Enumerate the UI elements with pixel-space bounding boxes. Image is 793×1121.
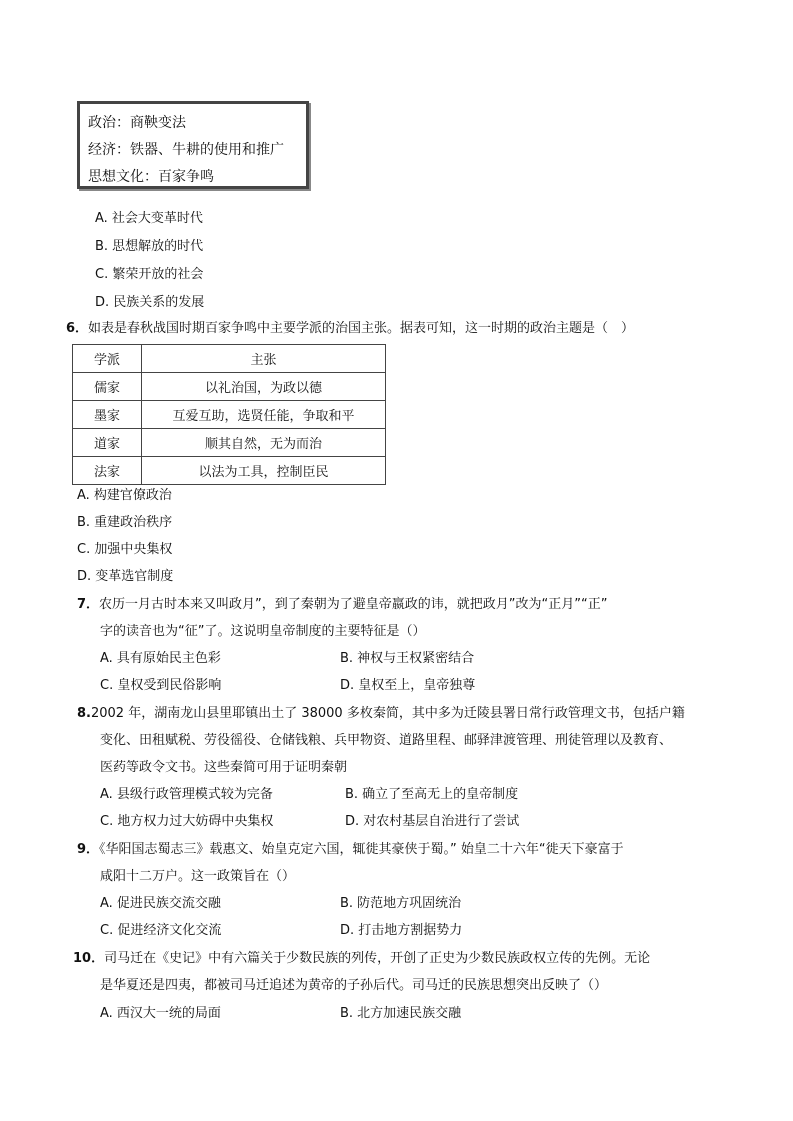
box-line-politics: 政治：商鞅变法 <box>88 115 186 131</box>
q10-stem-row1 <box>73 950 650 968</box>
q7-option-b[interactable]: B. 神权与王权紧密结合 <box>340 651 475 666</box>
q8-stem-line2: 变化、田租赋税、劳役徭役、仓储钱粮、兵甲物资、道路里程、邮驿津渡管理、刑徒管理以及教育、 <box>100 733 673 748</box>
q7-option-a[interactable]: A. 具有原始民主色彩 <box>100 651 221 666</box>
row-claim: 顺其自然，无为而治 <box>142 429 386 457</box>
row-claim: 互爱互助，选贤任能，争取和平 <box>142 401 386 429</box>
q8-stem-line3: 医药等政令文书。这些秦简可用于证明秦朝 <box>100 760 348 775</box>
row-school: 道家 <box>73 429 142 457</box>
row-claim: 以礼治国，为政以德 <box>142 373 386 401</box>
q5-option-d[interactable]: D. 民族关系的发展 <box>95 295 205 310</box>
q6-option-d[interactable]: D. 变革选官制度 <box>77 569 174 584</box>
q9-number: 9． <box>77 842 100 857</box>
schools-table <box>72 344 386 485</box>
q7-stem-line1: 农历一月古时本来又叫政月”，到了秦朝为了避皇帝嬴政的讳，就把政月”改为“正月”“正” <box>99 597 608 612</box>
q8-option-a[interactable]: A. 县级行政管理模式较为完备 <box>100 787 273 802</box>
q5-option-b[interactable]: B. 思想解放的时代 <box>95 239 204 254</box>
q7-stem-row1 <box>77 596 607 614</box>
table-row <box>73 429 386 457</box>
row-school: 墨家 <box>73 401 142 429</box>
row-school: 儒家 <box>73 373 142 401</box>
q6-option-a[interactable]: A. 构建官僚政治 <box>77 488 172 503</box>
material-box <box>77 101 309 189</box>
q10-option-a[interactable]: A. 西汉大一统的局面 <box>100 1006 221 1021</box>
table-row <box>73 373 386 401</box>
q5-option-c[interactable]: C. 繁荣开放的社会 <box>95 267 204 282</box>
table-header-row <box>73 345 386 373</box>
q8-option-c[interactable]: C. 地方权力过大妨碍中央集权 <box>100 814 274 829</box>
q7-option-d[interactable]: D. 皇权至上，皇帝独尊 <box>340 678 476 693</box>
header-claim: 主张 <box>142 345 386 373</box>
table-row <box>73 457 386 485</box>
q8-stem-line1: 2002 年，湖南龙山县里耶镇出土了 38000 多枚秦简，其中多为迁陵县署日常行政管理文书，包括户籍 <box>90 706 685 721</box>
q6-stem: 如表是春秋战国时期百家争鸣中主要学派的治国主张。据表可知，这一时期的政治主题是（ ） <box>88 321 635 336</box>
q10-stem-line1: 司马迁在《史记》中有六篇关于少数民族的列传，开创了正史为少数民族政权立传的先例。无论 <box>104 951 651 966</box>
q6-number: 6． <box>66 321 89 336</box>
q9-option-d[interactable]: D. 打击地方割据势力 <box>340 923 463 938</box>
q5-option-a[interactable]: A. 社会大变革时代 <box>95 211 203 226</box>
box-line-culture: 思想文化：百家争鸣 <box>88 169 214 185</box>
q7-option-c[interactable]: C. 皇权受到民俗影响 <box>100 678 222 693</box>
q10-number: 10． <box>73 951 105 966</box>
q9-option-c[interactable]: C. 促进经济文化交流 <box>100 923 222 938</box>
q7-stem-line2: 字的读音也为“征”了。这说明皇帝制度的主要特征是（） <box>100 624 426 639</box>
q6-option-b[interactable]: B. 重建政治秩序 <box>77 515 173 530</box>
q9-stem-line2: 咸阳十二万户。这一政策旨在（） <box>100 869 296 884</box>
q10-option-b[interactable]: B. 北方加速民族交融 <box>340 1006 462 1021</box>
q9-option-a[interactable]: A. 促进民族交流交融 <box>100 896 221 911</box>
box-line-economy: 经济：铁器、牛耕的使用和推广 <box>88 142 284 158</box>
q8-option-d[interactable]: D. 对农村基层自治进行了尝试 <box>345 814 520 829</box>
q8-option-b[interactable]: B. 确立了至高无上的皇帝制度 <box>345 787 519 802</box>
q8-number: 8. <box>77 706 91 721</box>
table-row <box>73 401 386 429</box>
header-school: 学派 <box>73 345 142 373</box>
q9-stem-line1: 《华阳国志蜀志三》载惠文、始皇克定六国，辄徙其豪侠于蜀。” 始皇二十六年“徙天下豪富于 <box>99 842 624 857</box>
row-claim: 以法为工具，控制臣民 <box>142 457 386 485</box>
q9-option-b[interactable]: B. 防范地方巩固统治 <box>340 896 462 911</box>
q7-number: 7． <box>77 597 100 612</box>
q6-stem-row <box>66 320 634 338</box>
q6-option-c[interactable]: C. 加强中央集权 <box>77 542 173 557</box>
q8-stem-row1 <box>77 705 685 723</box>
q9-stem-row1 <box>77 841 624 859</box>
row-school: 法家 <box>73 457 142 485</box>
q10-stem-line2: 是华夏还是四夷，都被司马迁追述为黄帝的子孙后代。司马迁的民族思想突出反映了（） <box>100 978 608 993</box>
